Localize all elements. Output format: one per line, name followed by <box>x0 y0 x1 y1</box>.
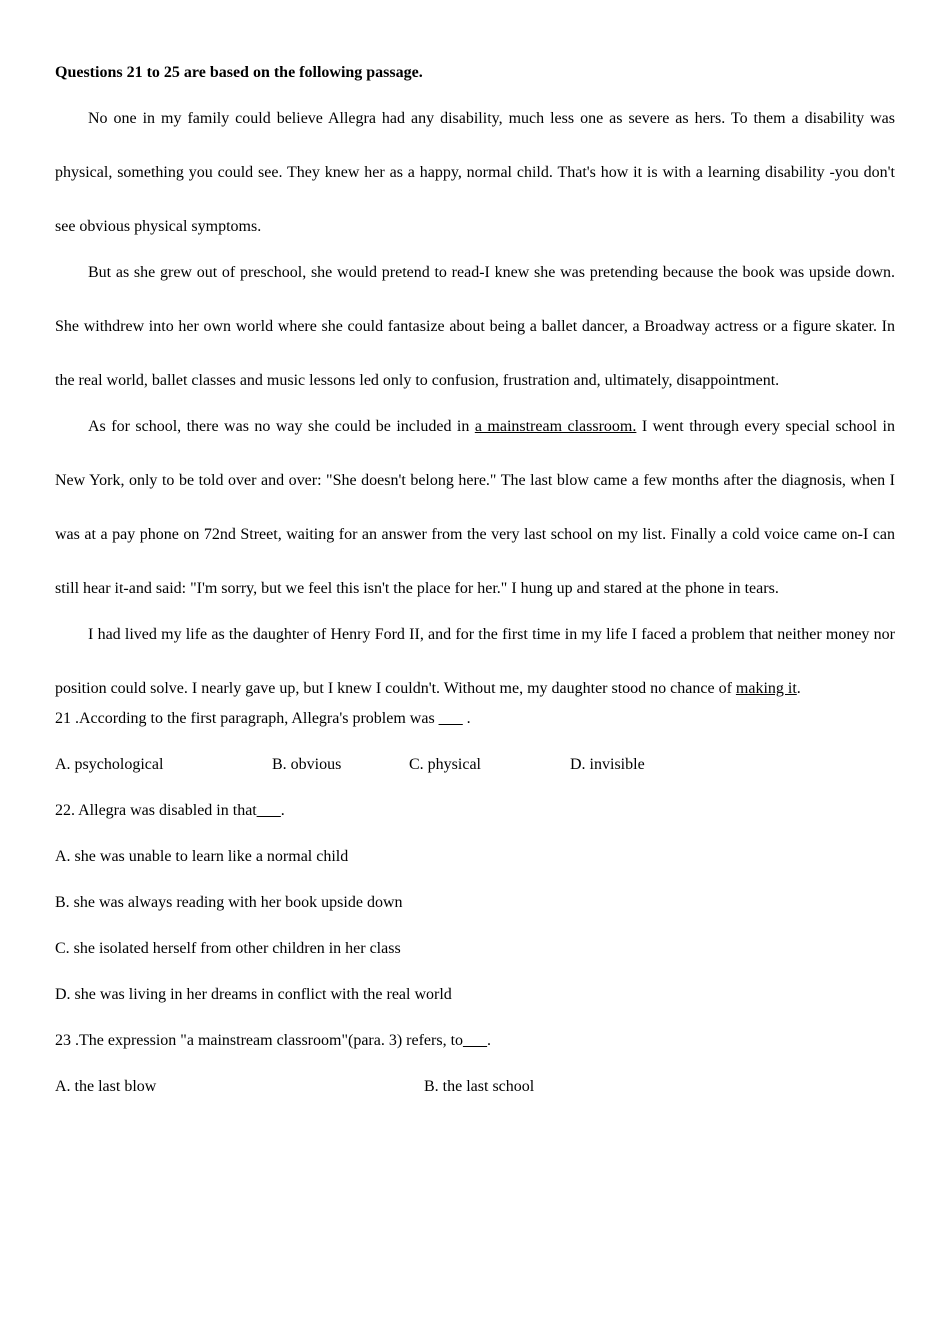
question-21-option-c[interactable]: C. physical <box>409 756 481 773</box>
question-21-text: 21 .According to the first paragraph, Allegra's problem was <box>55 710 435 727</box>
question-21-option-d[interactable]: D. invisible <box>570 756 645 773</box>
question-22-option-c[interactable]: C. she isolated herself from other children in her class <box>55 940 401 957</box>
paragraph-3-text-end: I went through every special school in New York, only to be told over and over: "She doesn't belong here." The last blow came a few months after the diagnosis, when I was at a pay phone on 72nd Street, waiting for an answer from the very last school on my list. Finally a cold voice came on-I can still hear it-and said: "I'm sorry, but we feel this isn't the place for her." I hung up and stared at the phone in tears. <box>55 418 896 597</box>
question-23-text: 23 .The expression "a mainstream classroom"(para. 3) refers, to <box>55 1032 464 1049</box>
question-22-option-b[interactable]: B. she was always reading with her book upside down <box>55 894 403 911</box>
question-22-text: 22. Allegra was disabled in that <box>55 802 257 819</box>
underlined-phrase-making-it: making it <box>735 680 797 697</box>
question-23-end: . <box>487 1032 492 1049</box>
passage-paragraph-4 <box>55 608 895 716</box>
document-page <box>55 62 895 1122</box>
passage-paragraph-3 <box>55 400 895 616</box>
question-21-blank: ___ <box>438 710 463 727</box>
question-21-option-a[interactable]: A. psychological <box>55 756 164 773</box>
paragraph-3-text-start: As for school, there was no way she could be included in <box>88 418 475 435</box>
question-22-stem <box>55 800 895 822</box>
underlined-phrase-mainstream-classroom: a mainstream classroom. <box>474 418 637 435</box>
question-22-option-d[interactable]: D. she was living in her dreams in conflict with the real world <box>55 986 452 1003</box>
question-23-option-a[interactable]: A. the last blow <box>55 1078 157 1095</box>
question-23-stem <box>55 1030 895 1052</box>
section-heading: Questions 21 to 25 are based on the following passage. <box>55 64 423 81</box>
passage-paragraph-1 <box>55 92 895 254</box>
paragraph-2-text: But as she grew out of preschool, she would pretend to read-I knew she was pretending because the book was upside down. She withdrew into her own world where she could fantasize about being a ballet dancer, a Broadway actress or a figure skater. In the real world, ballet classes and music lessons led only to confusion, frustration and, ultimately, disappointment. <box>55 264 895 389</box>
paragraph-1-text: No one in my family could believe Allegra had any disability, much less one as severe as hers. To them a disability was physical, something you could see. They knew her as a happy, normal child. That's how it is with a learning disability -you don't see obvious physical symptoms. <box>55 110 895 235</box>
question-23-options <box>55 1076 895 1098</box>
question-21-end: . <box>462 710 471 727</box>
question-21-option-b[interactable]: B. obvious <box>272 756 342 773</box>
passage-paragraph-2 <box>55 246 895 408</box>
question-22-end: . <box>280 802 285 819</box>
paragraph-4-text-end: . <box>796 680 801 697</box>
question-23-option-b[interactable]: B. the last school <box>424 1078 535 1095</box>
paragraph-4-text-start: I had lived my life as the daughter of Henry Ford II, and for the first time in my life I faced a problem that neither money nor position could solve. I nearly gave up, but I knew I couldn't. Without me, my daughter stood no chance of <box>55 626 895 697</box>
question-22-blank: ___ <box>256 802 281 819</box>
question-21-options <box>55 754 895 776</box>
question-22-option-a[interactable]: A. she was unable to learn like a normal child <box>55 848 349 865</box>
question-23-blank: ___ <box>463 1032 488 1049</box>
